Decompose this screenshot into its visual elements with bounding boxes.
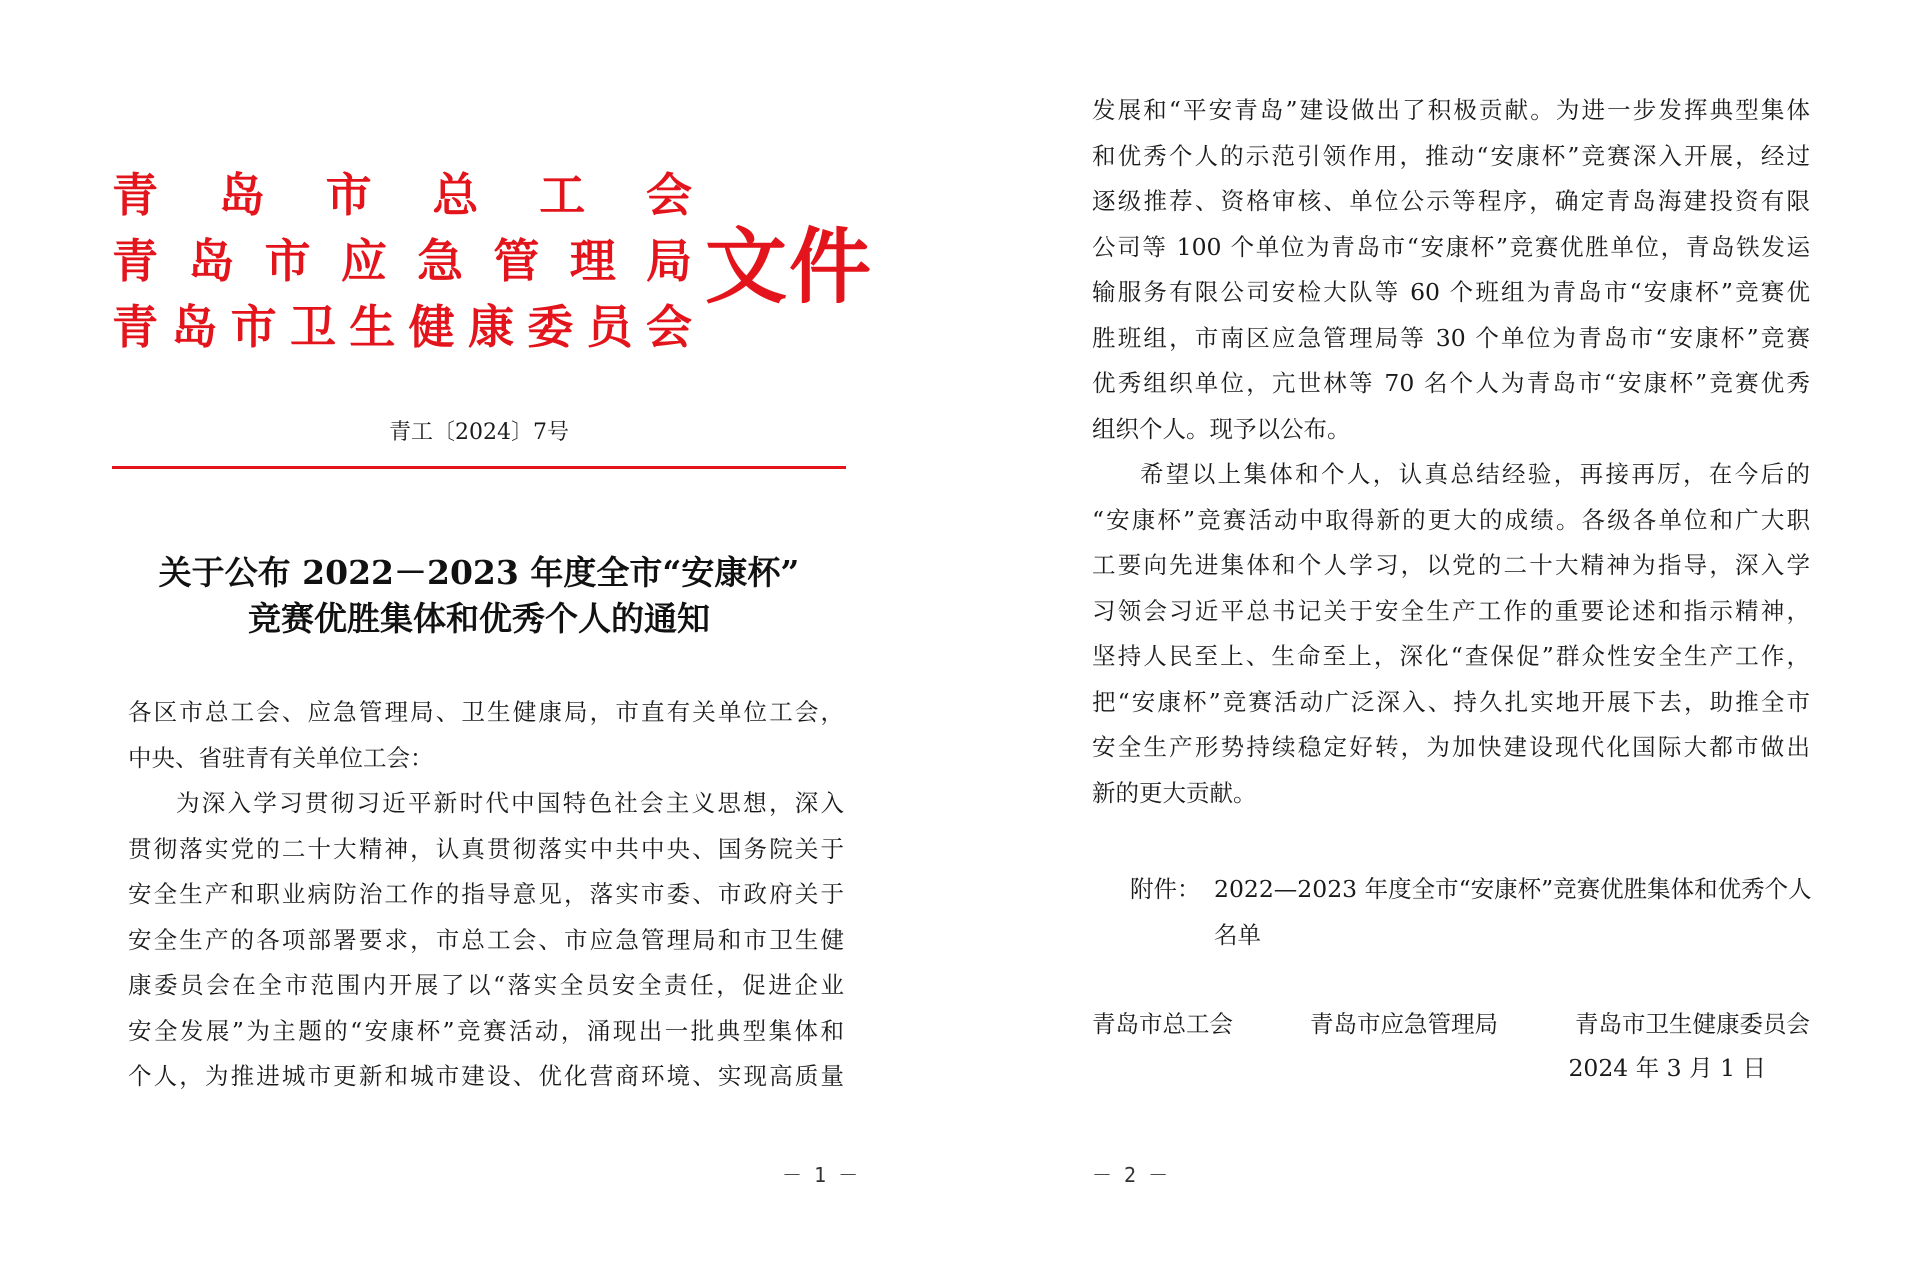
page-1-body-text (128, 690, 844, 1100)
body-line: 工要向先进集体和个人学习，以党的二十大精神为指导，深入学 (1092, 551, 1810, 579)
body-line: 逐级推荐、资格审核、单位公示等程序，确定青岛海建投资有限 (1092, 187, 1810, 215)
org-name-char: 市 (325, 168, 372, 222)
body-line: 安全生产和职业病防治工作的指导意见，落实市委、市政府关于 (128, 880, 844, 908)
page-number: － 2 － (1092, 1163, 1169, 1187)
document-title-line-1: 关于公布 2022－2023 年度全市“安康杯” (158, 553, 800, 592)
body-line: 新的更大贡献。 (1092, 778, 1257, 807)
org-name-char: 会 (645, 168, 692, 222)
body-line: 安全发展”为主题的“安康杯”竞赛活动，涌现出一批典型集体和 (128, 1016, 844, 1045)
issuing-organizations (112, 162, 692, 360)
org-name-char: 青 (112, 300, 158, 354)
org-name-char: 市 (264, 234, 311, 288)
org-name-char: 岛 (188, 234, 235, 288)
body-line: “安康杯”竞赛活动中取得新的更大的成绩。各级各单位和广大职 (1092, 505, 1810, 534)
org-name-char: 健 (408, 300, 455, 354)
body-line: 康委员会在全市范围内开展了以“落实全员安全责任，促进企业 (128, 971, 844, 999)
org-name-char: 岛 (171, 300, 218, 354)
page-number: － 1 － (782, 1163, 859, 1187)
org-name-char: 青 (112, 234, 158, 288)
document-number: 青工〔2024〕7号 (389, 420, 569, 445)
body-line: 中央、省驻青有关单位工会： (128, 743, 434, 772)
org-name-char: 急 (417, 234, 464, 288)
signature-federation-of-trade-unions: 青岛市总工会 (1092, 1010, 1233, 1038)
org-name-char: 管 (493, 234, 540, 288)
org-line-health-commission (112, 294, 692, 360)
org-name-char: 理 (569, 234, 616, 288)
attachment-title-line-2: 名单 (1214, 921, 1261, 949)
body-line: 组织个人。现予以公布。 (1092, 414, 1351, 443)
signature-organizations (1092, 1004, 1810, 1044)
org-name-char: 总 (432, 168, 479, 222)
body-line: 胜班组，市南区应急管理局等 30 个单位为青岛市“安康杯”竞赛 (1092, 323, 1810, 352)
org-name-char: 委 (527, 300, 574, 354)
signature-health-commission: 青岛市卫生健康委员会 (1575, 1010, 1810, 1038)
signature-emergency-management-bureau: 青岛市应急管理局 (1310, 1010, 1498, 1038)
attachment-label: 附件： (1130, 875, 1201, 903)
document-title-line-2: 竞赛优胜集体和优秀个人的通知 (248, 599, 710, 638)
red-separator-line (112, 466, 846, 469)
org-line-emergency-management-bureau (112, 228, 692, 294)
org-name-char: 员 (586, 300, 633, 354)
org-name-char: 应 (340, 234, 387, 288)
body-line: 安全生产的各项部署要求，市总工会、市应急管理局和市卫生健 (128, 925, 844, 954)
org-name-char: 市 (230, 300, 277, 354)
body-line: 坚持人民至上、生命至上，深化“查保促”群众性安全生产工作， (1092, 642, 1810, 670)
body-line: 习领会习近平总书记关于安全生产工作的重要论述和指示精神， (1092, 596, 1810, 625)
org-name-char: 局 (645, 234, 692, 288)
body-line: 为深入学习贯彻习近平新时代中国特色社会主义思想，深入 (176, 789, 844, 817)
org-name-char: 工 (539, 168, 586, 222)
signature-date: 2024 年 3 月 1 日 (1568, 1054, 1766, 1082)
body-line: 公司等 100 个单位为青岛市“安康杯”竞赛优胜单位，青岛铁发运 (1092, 232, 1810, 261)
body-line: 安全生产形势持续稳定好转，为加快建设现代化国际大都市做出 (1092, 733, 1810, 761)
org-name-char: 卫 (289, 300, 336, 354)
document-title (112, 550, 846, 642)
body-line: 把“安康杯”竞赛活动广泛深入、持久扎实地开展下去，助推全市 (1092, 687, 1810, 716)
attachment-title-line-1: 2022—2023 年度全市“安康杯”竞赛优胜集体和优秀个人 (1214, 875, 1812, 903)
body-line: 优秀组织单位，亢世林等 70 名个人为青岛市“安康杯”竞赛优秀 (1092, 369, 1810, 397)
attachment-note (1130, 866, 1812, 958)
org-name-char: 会 (645, 300, 692, 354)
page-2-body-text (1092, 88, 1810, 816)
body-line: 各区市总工会、应急管理局、卫生健康局，市直有关单位工会， (128, 698, 844, 726)
body-line: 输服务有限公司安检大队等 60 个班组为青岛市“安康杯”竞赛优 (1092, 278, 1810, 306)
body-line: 个人，为推进城市更新和城市建设、优化营商环境、实现高质量 (128, 1062, 844, 1090)
document-file-label: 文件 (705, 219, 874, 315)
org-name-char: 岛 (218, 168, 265, 222)
org-name-char: 康 (467, 300, 514, 354)
body-line: 希望以上集体和个人，认真总结经验，再接再厉，在今后的 (1140, 460, 1810, 488)
body-line: 发展和“平安青岛”建设做出了积极贡献。为进一步发挥典型集体 (1092, 96, 1810, 124)
document-page-2 (960, 0, 1920, 1280)
org-name-char: 生 (349, 300, 396, 354)
body-line: 贯彻落实党的二十大精神，认真贯彻落实中共中央、国务院关于 (128, 834, 844, 863)
org-line-federation-of-trade-unions (112, 162, 692, 228)
body-line: 和优秀个人的示范引领作用，推动“安康杯”竞赛深入开展，经过 (1092, 141, 1810, 170)
org-name-char: 青 (112, 168, 158, 222)
